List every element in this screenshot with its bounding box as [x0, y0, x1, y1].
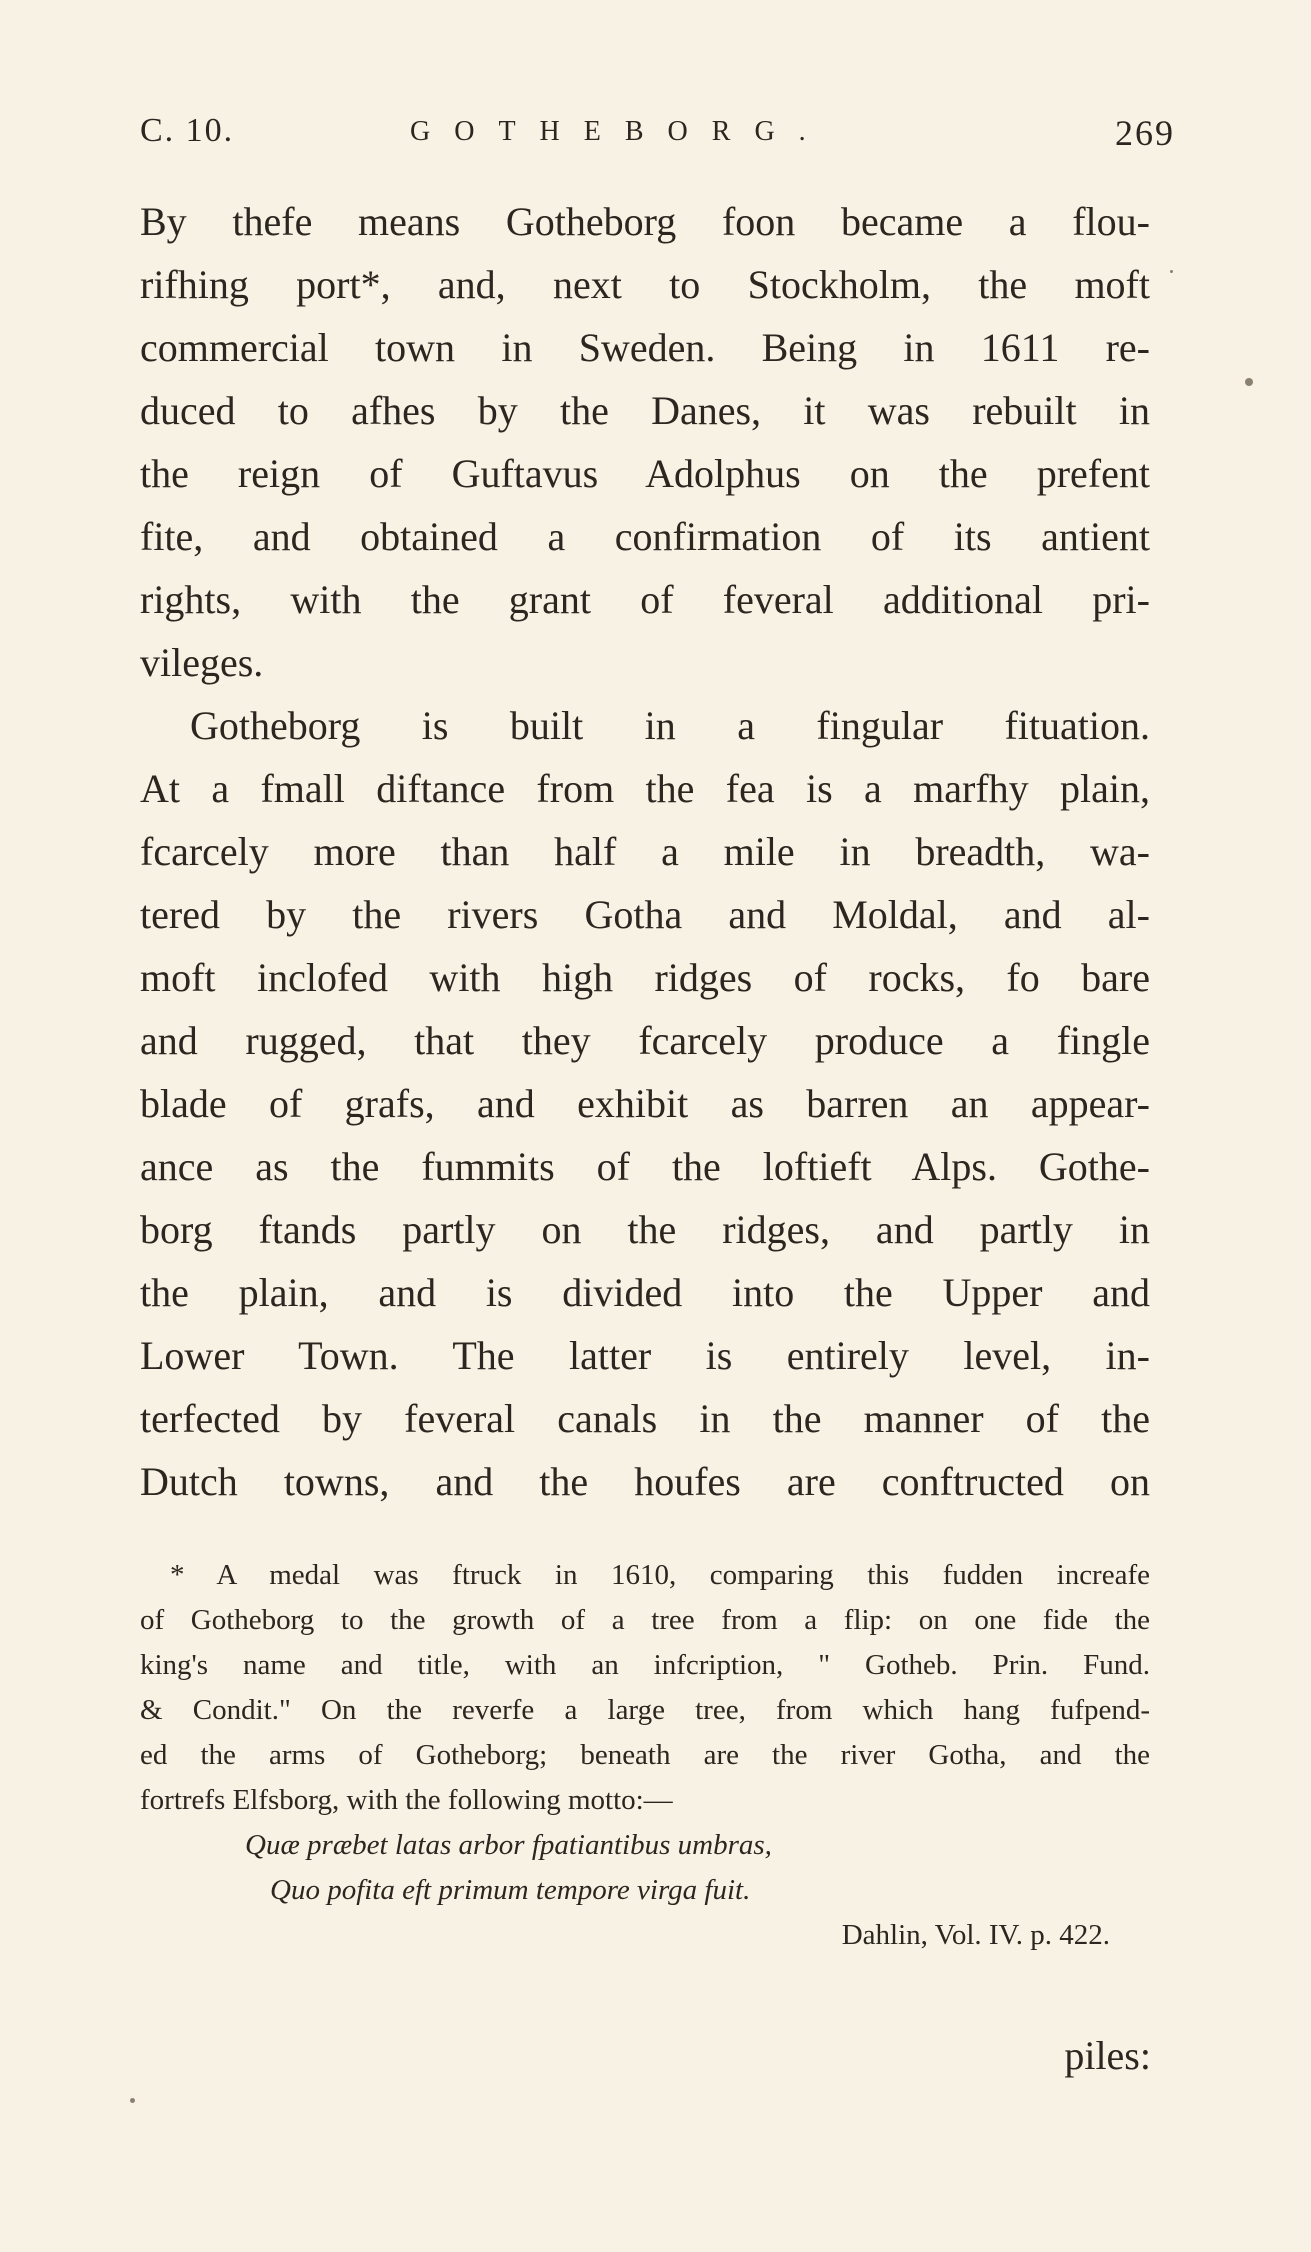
catchword: piles: — [1064, 2033, 1151, 2078]
footnote-line: fortrefs Elfsborg, with the following motto:— — [140, 1784, 673, 1816]
text-line: At a fmall diftance from the fea is a marfhy plain, — [140, 766, 1150, 811]
text-line: tered by the rivers Gotha and Moldal, and al- — [140, 892, 1150, 937]
paper-speck — [1170, 270, 1173, 273]
text-line: ance as the fummits of the loftieft Alps. Gothe- — [140, 1144, 1150, 1189]
text-line: blade of grafs, and exhibit as barren an appear- — [140, 1081, 1150, 1126]
text-line: fcarcely more than half a mile in breadth, wa- — [140, 829, 1150, 874]
main-text — [140, 190, 1150, 1513]
text-line: commercial town in Sweden. Being in 1611 re- — [140, 325, 1150, 370]
footnote-attribution: Dahlin, Vol. IV. p. 422. — [841, 1919, 1110, 1951]
footnote-line: & Condit." On the reverfe a large tree, from which hang fufpend- — [140, 1694, 1150, 1726]
footnote-line: king's name and title, with an infcription, " Gotheb. Prin. Fund. — [140, 1649, 1150, 1681]
text-line: and rugged, that they fcarcely produce a fingle — [140, 1018, 1150, 1063]
text-line: Dutch towns, and the houfes are conftructed on — [140, 1459, 1150, 1504]
verse-line: Quæ præbet latas arbor fpatiantibus umbras, — [245, 1829, 772, 1861]
text-line: borg ftands partly on the ridges, and partly in — [140, 1207, 1150, 1252]
paper-speck — [130, 2098, 135, 2103]
page-header — [140, 112, 1175, 162]
text-line: fite, and obtained a confirmation of its antient — [140, 514, 1150, 559]
paper-speck — [1245, 378, 1253, 386]
text-line: terfected by feveral canals in the manner of the — [140, 1396, 1150, 1441]
footnote-line: of Gotheborg to the growth of a tree from a flip: on one fide the — [140, 1604, 1150, 1636]
text-line: moft inclofed with high ridges of rocks, fo bare — [140, 955, 1150, 1000]
text-line: Lower Town. The latter is entirely level, in- — [140, 1333, 1150, 1378]
text-line: the reign of Guftavus Adolphus on the prefent — [140, 451, 1150, 496]
text-line: vileges. — [140, 640, 264, 685]
footnote-line: ed the arms of Gotheborg; beneath are the river Gotha, and the — [140, 1739, 1150, 1771]
text-line: rights, with the grant of feveral additional pri- — [140, 577, 1150, 622]
verse-line: Quo pofita eft primum tempore virga fuit. — [270, 1874, 751, 1906]
text-line: duced to afhes by the Danes, it was rebuilt in — [140, 388, 1150, 433]
text-line: rifhing port*, and, next to Stockholm, the moft — [140, 262, 1150, 307]
page-number: 269 — [1115, 113, 1175, 153]
text-line: the plain, and is divided into the Upper and — [140, 1270, 1150, 1315]
footnote — [140, 1553, 1150, 1958]
text-line: By thefe means Gotheborg foon became a flou- — [140, 199, 1150, 244]
text-line: Gotheborg is built in a fingular fituation. — [190, 703, 1150, 748]
chapter-number: C. 10. — [140, 112, 235, 149]
footnote-line: * A medal was ftruck in 1610, comparing this fudden increafe — [170, 1559, 1150, 1591]
running-title: GOTHEBORG. — [410, 116, 830, 147]
